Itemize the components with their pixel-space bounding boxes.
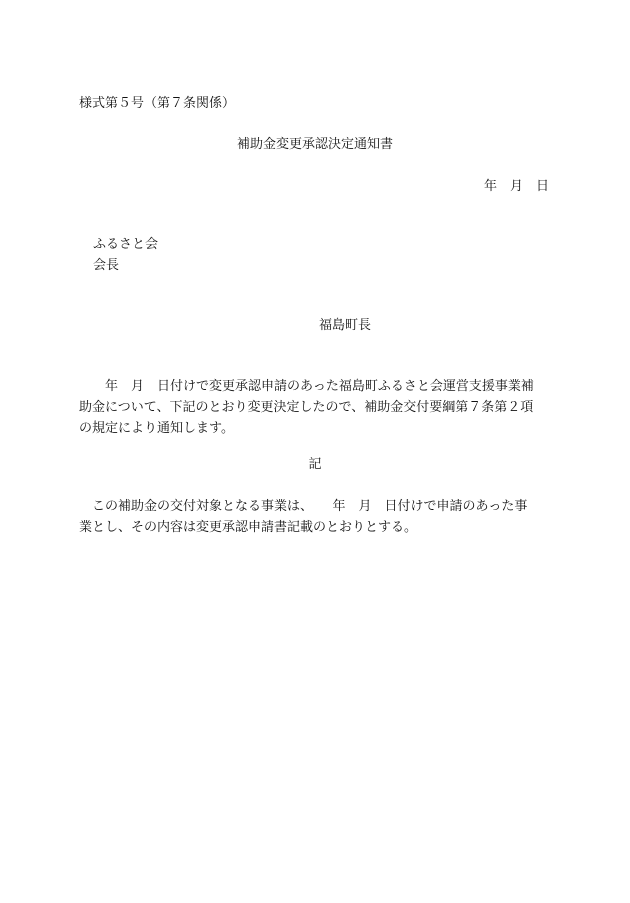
content-line: 業とし、その内容は変更承認申請書記載のとおりとする。: [79, 520, 418, 535]
content-line: この補助金の交付対象となる事業は、 年 月 日付けで申請のあった事: [79, 499, 528, 514]
form-number: 様式第５号（第７条関係）: [79, 96, 236, 111]
date-line: 年 月 日: [483, 179, 549, 194]
recipient-organization: ふるさと会: [93, 237, 159, 252]
notification-body: [79, 376, 549, 439]
recipient-title: 会長: [93, 258, 120, 273]
document-title: 補助金変更承認決定通知書: [236, 137, 393, 152]
body-line: 年 月 日付けで変更承認申請のあった福島町ふるさと会運営支援事業補: [79, 379, 534, 394]
sender-name: 福島町長: [318, 318, 371, 333]
ki-heading: 記: [308, 457, 322, 472]
body-line: 助金について、下記のとおり変更決定したので、補助金交付要綱第７条第２項: [79, 400, 534, 415]
content-paragraph: [79, 496, 549, 538]
body-line: の規定により通知します。: [79, 421, 234, 436]
